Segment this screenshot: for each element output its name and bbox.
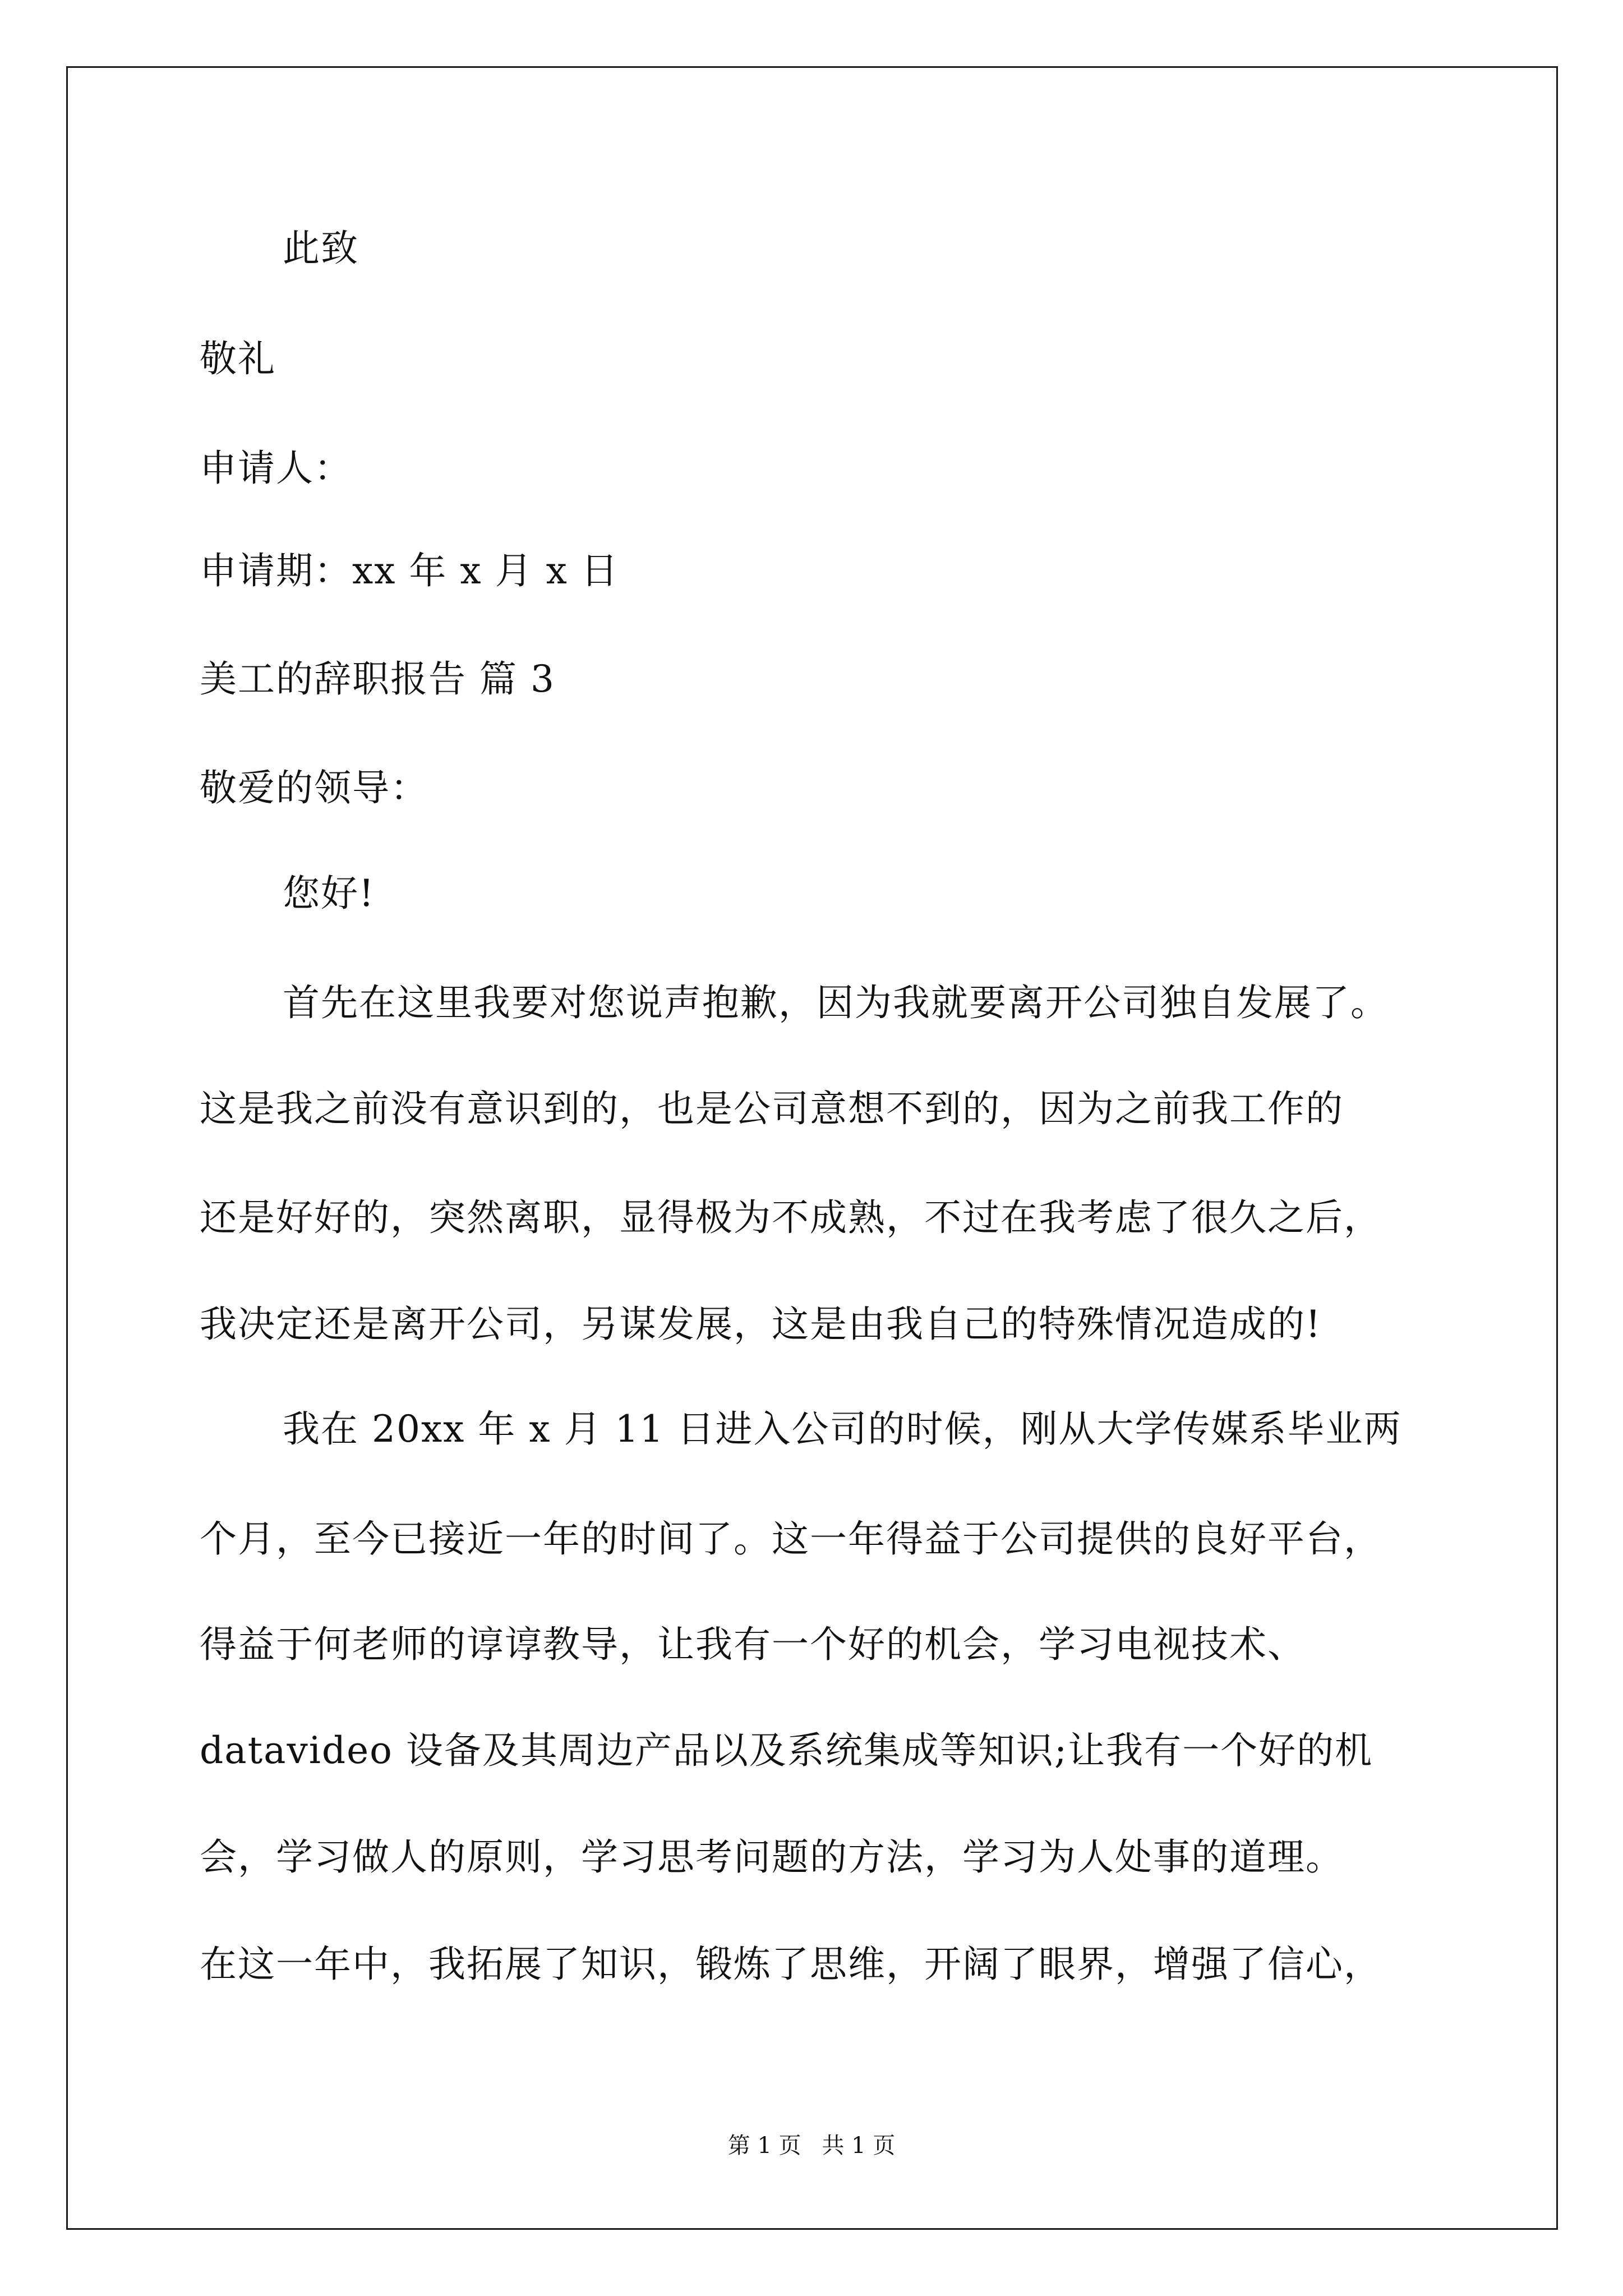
applicant-line: 申请人： [200, 447, 352, 490]
paragraph-line: 这是我之前没有意识到的，也是公司意想不到的，因为之前我工作的 [200, 1087, 1344, 1130]
paragraph-line: 首先在这里我要对您说声抱歉，因为我就要离开公司独自发展了。 [283, 981, 1389, 1024]
page-frame [66, 66, 1558, 2230]
paragraph-line: 我决定还是离开公司，另谋发展，这是由我自己的特殊情况造成的! [200, 1303, 1322, 1346]
paragraph-line: datavideo 设备及其周边产品以及系统集成等知识;让我有一个好的机 [200, 1729, 1373, 1772]
paragraph-line: 我在 20xx 年 x 月 11 日进入公司的时候，刚从大学传媒系毕业两 [283, 1407, 1402, 1451]
page-footer [0, 2132, 1623, 2160]
greeting-line: 敬爱的领导： [200, 766, 428, 809]
paragraph-line: 会，学习做人的原则，学习思考问题的方法，学习为人处事的道理。 [200, 1835, 1344, 1879]
page-number: 第 1 页 [727, 2133, 801, 2159]
paragraph-line: 得益于何老师的谆谆教导，让我有一个好的机会，学习电视技术、 [200, 1623, 1306, 1666]
closing-line: 此致 [283, 227, 359, 270]
paragraph-line: 在这一年中，我拓展了知识，锻炼了思维，开阔了眼界，增强了信心， [200, 1943, 1382, 1986]
page-count: 共 1 页 [822, 2133, 896, 2159]
date-line: 申请期：xx 年 x 月 x 日 [200, 549, 619, 592]
section-heading: 美工的辞职报告 篇 3 [200, 657, 555, 701]
hello-line: 您好! [283, 872, 375, 915]
paragraph-line: 个月，至今已接近一年的时间了。这一年得益于公司提供的良好平台， [200, 1517, 1382, 1561]
salutation-line: 敬礼 [200, 337, 276, 380]
paragraph-line: 还是好好的，突然离职，显得极为不成熟，不过在我考虑了很久之后， [200, 1196, 1382, 1239]
